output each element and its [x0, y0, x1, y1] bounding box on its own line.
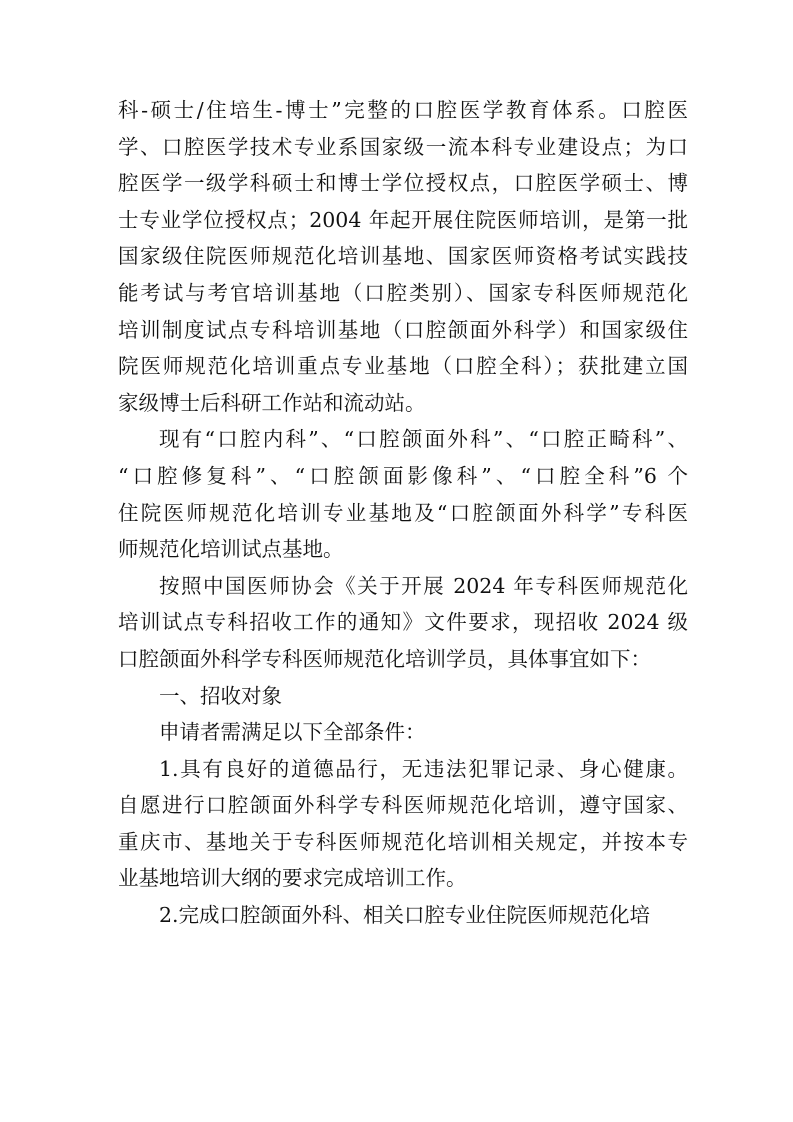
- text-line: 师规范化培训试点基地。: [118, 537, 344, 562]
- para-recruitment-notice: [118, 568, 688, 678]
- text-line: 家级博士后科研工作站和流动站。: [118, 390, 426, 415]
- text-line: 科-硕士/住培生-博士”完整的口腔医学教育体系。口腔医: [118, 98, 688, 122]
- para-conditions-intro: [118, 714, 688, 751]
- document-body: [118, 92, 688, 934]
- text-line: 能考试与考官培训基地（口腔类别）、国家专科医师规范化: [118, 280, 688, 305]
- text-line: 一、招收对象: [159, 683, 282, 708]
- text-line: 住院医师规范化培训专业基地及“口腔颌面外科学”专科医: [118, 500, 688, 525]
- text-line: 1.具有良好的道德品行，无违法犯罪记录、身心健康。: [159, 756, 688, 781]
- text-line: 士专业学位授权点；2004 年起开展住院医师培训，是第一批: [118, 207, 688, 232]
- para-condition-1: [118, 751, 688, 897]
- text-line: 按照中国医师协会《关于开展 2024 年专科医师规范化: [159, 573, 688, 598]
- text-line: 国家级住院医师规范化培训基地、国家医师资格考试实践技: [118, 244, 688, 269]
- text-line: 业基地培训大纲的要求完成培训工作。: [118, 866, 467, 891]
- text-line: 现有“口腔内科”、“口腔颌面外科”、“口腔正畸科”、: [159, 427, 688, 452]
- text-line: 口腔颌面外科学专科医师规范化培训学员，具体事宜如下：: [118, 646, 651, 671]
- text-line: 培训试点专科招收工作的通知》文件要求，现招收 2024 级: [118, 610, 688, 635]
- text-line: 腔医学一级学科硕士和博士学位授权点，口腔医学硕士、博: [118, 171, 688, 196]
- section-heading-recruitment-targets: [118, 678, 688, 715]
- text-line: 申请者需满足以下全部条件：: [159, 720, 426, 745]
- para-education-system: [118, 92, 688, 421]
- para-condition-2: [118, 897, 688, 934]
- text-line: 2.完成口腔颌面外科、相关口腔专业住院医师规范化培: [159, 903, 651, 928]
- text-line: 重庆市、基地关于专科医师规范化培训相关规定，并按本专: [118, 829, 688, 854]
- text-line: 自愿进行口腔颌面外科学专科医师规范化培训，遵守国家、: [118, 793, 688, 818]
- text-line: 培训制度试点专科培训基地（口腔颌面外科学）和国家级住: [118, 317, 688, 342]
- text-line: 学、口腔医学技术专业系国家级一流本科专业建设点；为口: [118, 134, 688, 159]
- text-line: “口腔修复科”、“口腔颌面影像科”、“口腔全科”6 个: [118, 463, 688, 488]
- para-training-bases: [118, 421, 688, 567]
- text-line: 院医师规范化培训重点专业基地（口腔全科）；获批建立国: [118, 354, 688, 379]
